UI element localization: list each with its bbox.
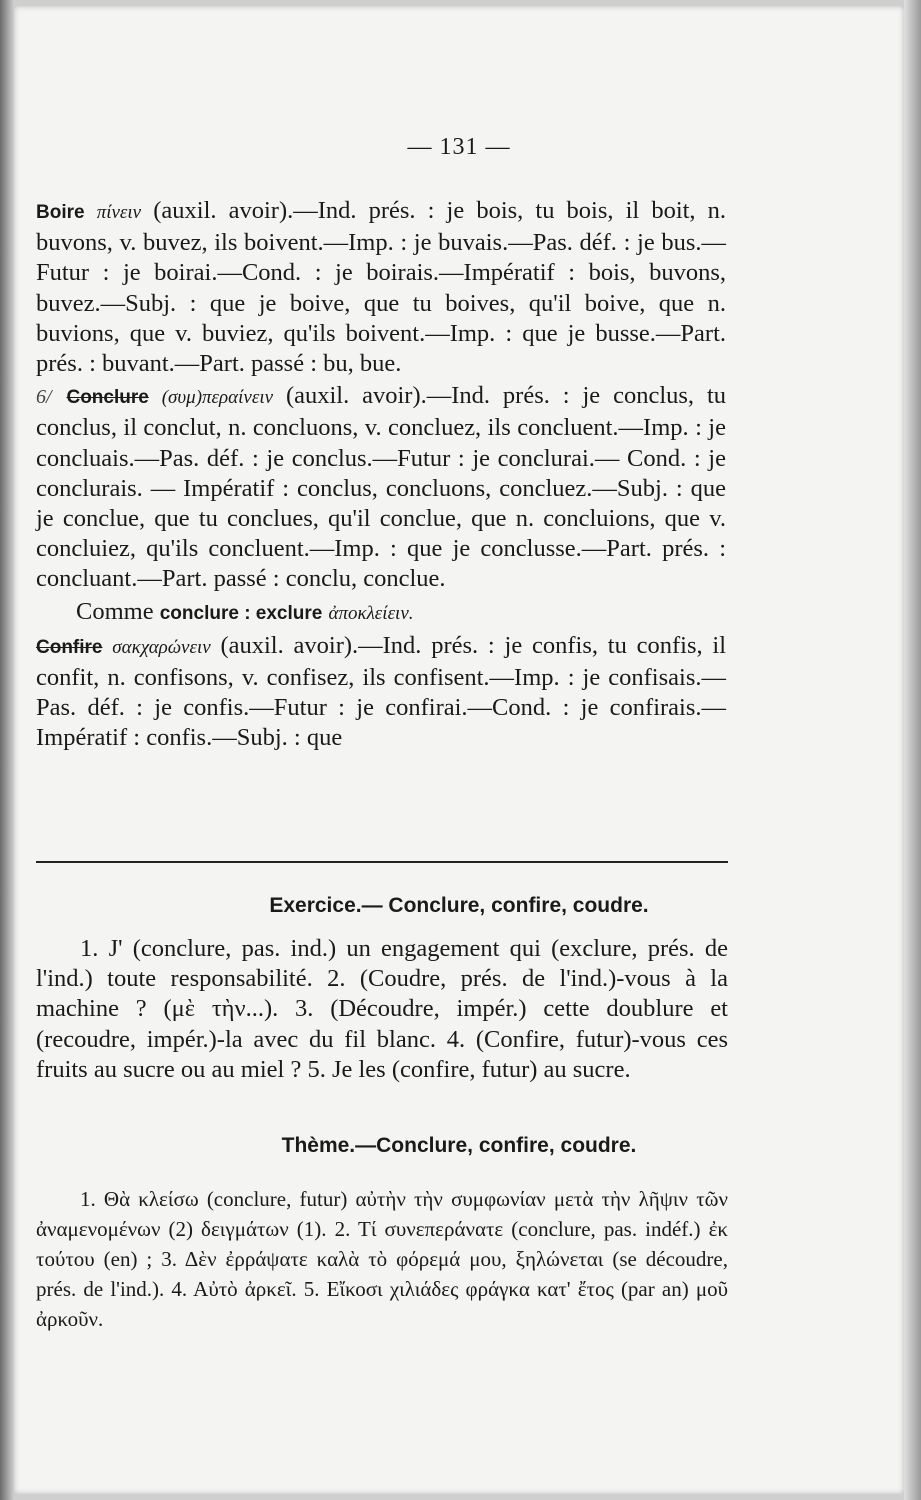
exercise-title: Exercice.— Conclure, confire, coudre. <box>269 894 649 917</box>
book-page <box>14 6 904 1494</box>
exercise-text: 1. J' (conclure, pas. ind.) un engagement qui (exclure, prés. de l'ind.) toute responsabilité. 2. (Coudre, prés. de l'ind.)-vous à la machine ? (μὲ τὴν...). 3. (Découdre, impér.) cette doublure et (recoudre, impér.)-la avec du fil blanc. 4. (Confire, futur)-vous ces fruits au sucre ou au miel ? 5. Je les (confire, futur) au sucre. <box>36 935 728 1083</box>
conjugation-entries <box>36 196 726 756</box>
handwritten-annotation: 6/ <box>36 386 52 409</box>
entry-text: (auxil. avoir).—Ind. prés. : je confis, tu confis, il confit, n. confisons, v. confisez, ils confisent.—Imp. : je confisais.—Pas. déf. : je confis.—Futur : je confirai.—Cond. : je confirais.—Impératif : confis.—Subj. : que <box>36 631 726 752</box>
entry-conclure <box>36 381 726 594</box>
page-edge <box>904 0 921 1500</box>
entry-headword: Conclure <box>66 387 149 409</box>
entry-greek: (συμ)περαίνειν <box>161 387 274 409</box>
entry-text: (auxil. avoir).—Ind. prés. : je conclus, tu conclus, il conclut, n. concluons, v. concluez, ils concluent.—Imp. : je concluais.—Pas. déf. : je conclus.—Futur : je conclurai.— Cond. : je conclurais. — Impératif : conclus, concluons, concluez.—Subj. : que je conclue, que tu conclues, qu'il conclue, que n. concluions, que v. concluiez, qu'ils concluent.—Imp. : que je conclusse.—Part. prés. : concluant.—Part. passé : conclu, conclue. <box>36 382 726 593</box>
comme-greek: ἀποκλείειν. <box>328 602 414 624</box>
entry-greek: σακχαρώνειν <box>112 636 211 658</box>
comme-verbs: conclure : exclure <box>159 602 323 624</box>
entry-text: (auxil. avoir).—Ind. prés. : je bois, tu bois, il boit, n. buvons, v. buvez, ils boivent.—Imp. : je buvais.—Pas. déf. : je bus.—Futur : je boirai.—Cond. : je boirais.—Impératif : bois, buvons, buvez.—Subj. : que je boive, que tu boives, qu'il boive, que n. buvions, que v. buviez, qu'ils boivent.—Imp. : que je busse.—Part. prés. : buvant.—Part. passé : bu, bue. <box>36 197 727 378</box>
page-number: — 131 — <box>407 134 511 160</box>
section-divider <box>36 861 728 863</box>
entry-headword: Boire <box>36 202 85 223</box>
entry-boire <box>36 196 726 379</box>
comme-prefix: Comme <box>76 597 154 625</box>
binding-shadow <box>0 0 14 1500</box>
entry-comme-exclure <box>36 597 726 629</box>
theme-title: Thème.—Conclure, confire, coudre. <box>281 1134 637 1157</box>
theme-text: 1. Θὰ κλείσω (conclure, futur) αὐτὴν τὴν συμφωνίαν μετὰ τὴν λῆψιν τῶν ἀναμενομένων (2) δειγμάτων (1). 2. Τί συνεπεράνατε (conclure, pas. indéf.) ἐκ τούτου (en) ; 3. Δὲν ἐρράψατε καλὰ τὸ φόρεμά μου, ξηλώνεται (se découdre, prés. de l'ind.). 4. Αὐτὸ ἀρκεῖ. 5. Εἴκοσι χιλιάδες φράγκα κατ' ἔτος (par an) μοῦ ἀρκοῦν. <box>36 1187 728 1331</box>
entry-confire <box>36 631 726 754</box>
entry-headword: Confire <box>36 636 103 658</box>
entry-greek: πίνειν <box>96 202 142 223</box>
